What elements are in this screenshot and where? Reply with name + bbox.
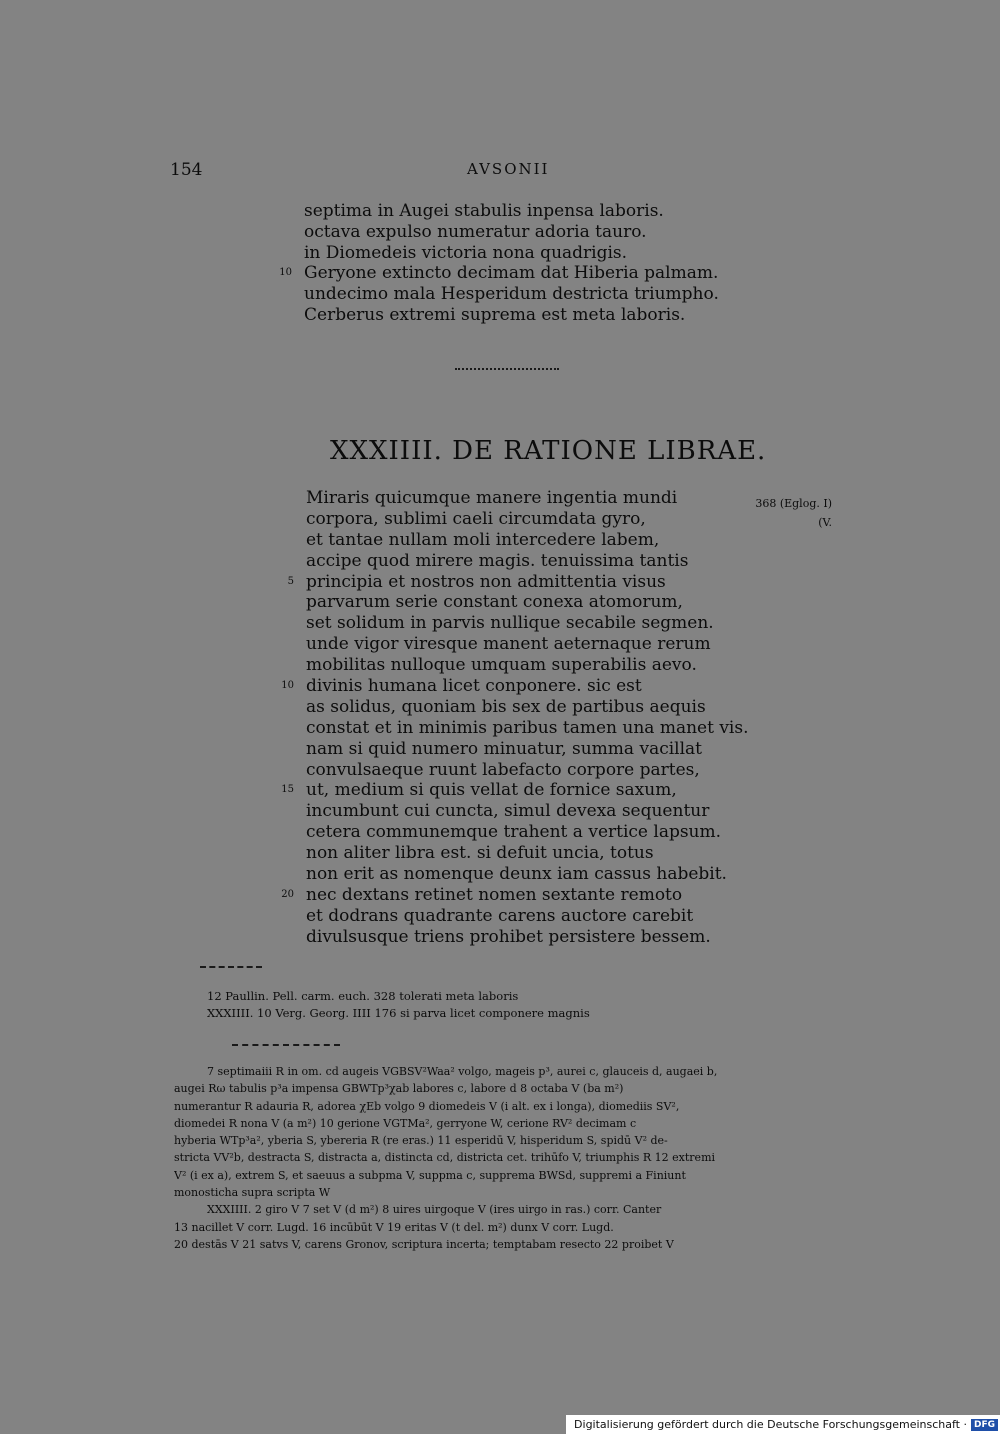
verse-text: Miraris quicumque manere ingentia mundi xyxy=(306,488,678,508)
footnote-divider xyxy=(200,966,262,968)
verse-text: non aliter libra est. si defuit uncia, totus xyxy=(306,843,654,864)
line-number: 10 xyxy=(279,267,292,279)
apparatus-line: 7 septimaiii R in om. cd augeis VGBSV²Waa² volgo, mageis p³, aurei c, glauceis d, augaei b, xyxy=(207,1065,718,1078)
verse-line xyxy=(304,305,719,326)
verse-text: constat et in minimis paribus tamen una manet vis. xyxy=(306,717,749,738)
apparatus-line: numerantur R adauria R, adorea χEb volgo 9 diomedeis V (i alt. ex i longa), diomediis SV², xyxy=(174,1099,680,1113)
testimonia-notes xyxy=(207,988,590,1022)
verse-text: unde vigor viresque manent aeternaque rerum xyxy=(306,634,711,655)
page-number: 154 xyxy=(170,160,203,180)
verse-line xyxy=(287,571,749,593)
verse-text: divinis humana licet conponere. sic est xyxy=(306,676,642,697)
verse-line xyxy=(306,801,749,822)
verse-line xyxy=(304,222,719,243)
poem-de-ratione-librae xyxy=(281,488,749,948)
verse-line xyxy=(304,243,719,264)
critical-apparatus xyxy=(174,1063,834,1253)
testimonia-line: XXXIIII. 10 Verg. Georg. IIII 176 si parva licet componere magnis xyxy=(207,1006,590,1020)
verse-text: octava expulso numeratur adoria tauro. xyxy=(304,221,647,242)
verse-text: et tantae nullam moli intercedere labem, xyxy=(306,529,660,550)
apparatus-divider xyxy=(232,1044,340,1046)
verse-text: mobilitas nulloque umquam superabilis aevo. xyxy=(306,655,697,676)
line-number: 10 xyxy=(281,680,294,692)
verse-line xyxy=(306,739,749,760)
verse-line xyxy=(306,906,749,927)
verse-text: et dodrans quadrante carens auctore carebit xyxy=(306,905,694,926)
side-reference-line: (V. xyxy=(818,516,832,529)
funding-banner[interactable] xyxy=(566,1415,1000,1434)
verse-text: undecimo mala Hesperidum destricta triumpho. xyxy=(304,284,719,305)
poem-ending xyxy=(279,201,719,326)
separator: · xyxy=(959,1418,967,1431)
verse-line xyxy=(304,201,719,222)
testimonia-line: 12 Paullin. Pell. carm. euch. 328 tolerati meta laboris xyxy=(207,989,519,1003)
line-number: 5 xyxy=(287,575,294,587)
verse-text: parvarum serie constant conexa atomorum, xyxy=(306,592,683,613)
verse-text: convulsaeque ruunt labefacto corpore partes, xyxy=(306,759,700,780)
side-reference xyxy=(742,494,832,532)
verse-line xyxy=(306,822,749,843)
verse-line xyxy=(306,613,749,634)
apparatus-line: diomedei R nona V (a m²) 10 gerione VGTMa², gerryone W, cerione RV² decimam c xyxy=(174,1116,637,1130)
apparatus-line: monosticha supra scripta W xyxy=(174,1186,331,1200)
apparatus-line: V² (i ex a), extrem S, et saeuus a subpma V, suppma c, supprema BWSd, suppremi a Finiunt xyxy=(174,1168,686,1182)
line-number: 15 xyxy=(281,784,294,796)
verse-text: accipe quod mirere magis. tenuissima tantis xyxy=(306,550,689,571)
verse-line xyxy=(304,284,719,305)
funding-text[interactable]: Digitalisierung gefördert durch die Deutsche Forschungsgemeinschaft xyxy=(574,1418,960,1431)
running-title: AVSONII xyxy=(467,160,550,178)
verse-text: non erit as nomenque deunx iam cassus habebit. xyxy=(306,864,727,885)
verse-line xyxy=(306,697,749,718)
verse-line xyxy=(306,864,749,885)
section-title: XXXIIII. DE RATIONE LIBRAE. xyxy=(330,436,767,466)
verse-line xyxy=(306,843,749,864)
apparatus-line: 13 nacillet V corr. Lugd. 16 incūbūt V 19 eritas V (t del. m²) dunx V corr. Lugd. xyxy=(174,1220,614,1234)
verse-text: divulsusque triens prohibet persistere bessem. xyxy=(306,926,711,947)
verse-text: septima in Augei stabulis inpensa laboris. xyxy=(304,201,664,221)
verse-text: ut, medium si quis vellat de fornice saxum, xyxy=(306,780,677,801)
verse-line xyxy=(279,263,719,284)
apparatus-line: hyberia WTp³a², yberia S, ybereria R (re eras.) 11 esperidū V, hisperidum S, spidū V² de- xyxy=(174,1134,668,1148)
verse-text: in Diomedeis victoria nona quadrigis. xyxy=(304,242,628,263)
verse-text: cetera communemque trahent a vertice lapsum. xyxy=(306,822,722,843)
verse-line xyxy=(306,530,749,551)
verse-line xyxy=(306,488,749,509)
verse-text: principia et nostros non admittentia visus xyxy=(306,571,666,592)
side-reference-line: 368 (Eglog. I) xyxy=(755,497,832,510)
verse-line xyxy=(306,509,749,530)
verse-line xyxy=(306,760,749,781)
verse-line xyxy=(281,884,749,906)
apparatus-line: augei Rω tabulis p³a impensa GBWTp³χab labores c, labore d 8 octaba V (ba m²) xyxy=(174,1082,624,1096)
verse-line xyxy=(281,676,749,697)
verse-text: Cerberus extremi suprema est meta laboris. xyxy=(304,304,686,325)
verse-line xyxy=(306,551,749,572)
verse-text: set solidum in parvis nullique secabile segmen. xyxy=(306,613,714,634)
verse-line xyxy=(306,927,749,948)
apparatus-line: 20 destās V 21 satvs V, carens Gronov, scriptura incerta; temptabam resecto 22 proibet V xyxy=(174,1237,674,1251)
apparatus-line: XXXIIII. 2 giro V 7 set V (d m²) 8 uires uirgoque V (ires uirgo in ras.) corr. Canter xyxy=(207,1203,662,1217)
apparatus-line: stricta VV²b, destracta S, distracta a, distincta cd, districta cet. trihūfo V, triumphis R 12 extremi xyxy=(174,1151,716,1165)
verse-text: corpora, sublimi caeli circumdata gyro, xyxy=(306,508,646,529)
verse-line xyxy=(281,780,749,801)
verse-line xyxy=(306,655,749,676)
verse-text: incumbunt cui cuncta, simul devexa sequentur xyxy=(306,801,710,822)
dfg-logo-icon[interactable]: DFG xyxy=(971,1419,998,1431)
verse-line xyxy=(306,634,749,655)
verse-line xyxy=(306,718,749,739)
verse-text: nec dextans retinet nomen sextante remoto xyxy=(306,884,683,905)
section-divider-ornament xyxy=(455,368,559,374)
verse-text: nam si quid numero minuatur, summa vacillat xyxy=(306,738,702,759)
line-number: 20 xyxy=(281,888,294,900)
verse-text: Geryone extincto decimam dat Hiberia palmam. xyxy=(304,263,719,284)
verse-line xyxy=(306,592,749,613)
verse-text: as solidus, quoniam bis sex de partibus aequis xyxy=(306,696,706,717)
